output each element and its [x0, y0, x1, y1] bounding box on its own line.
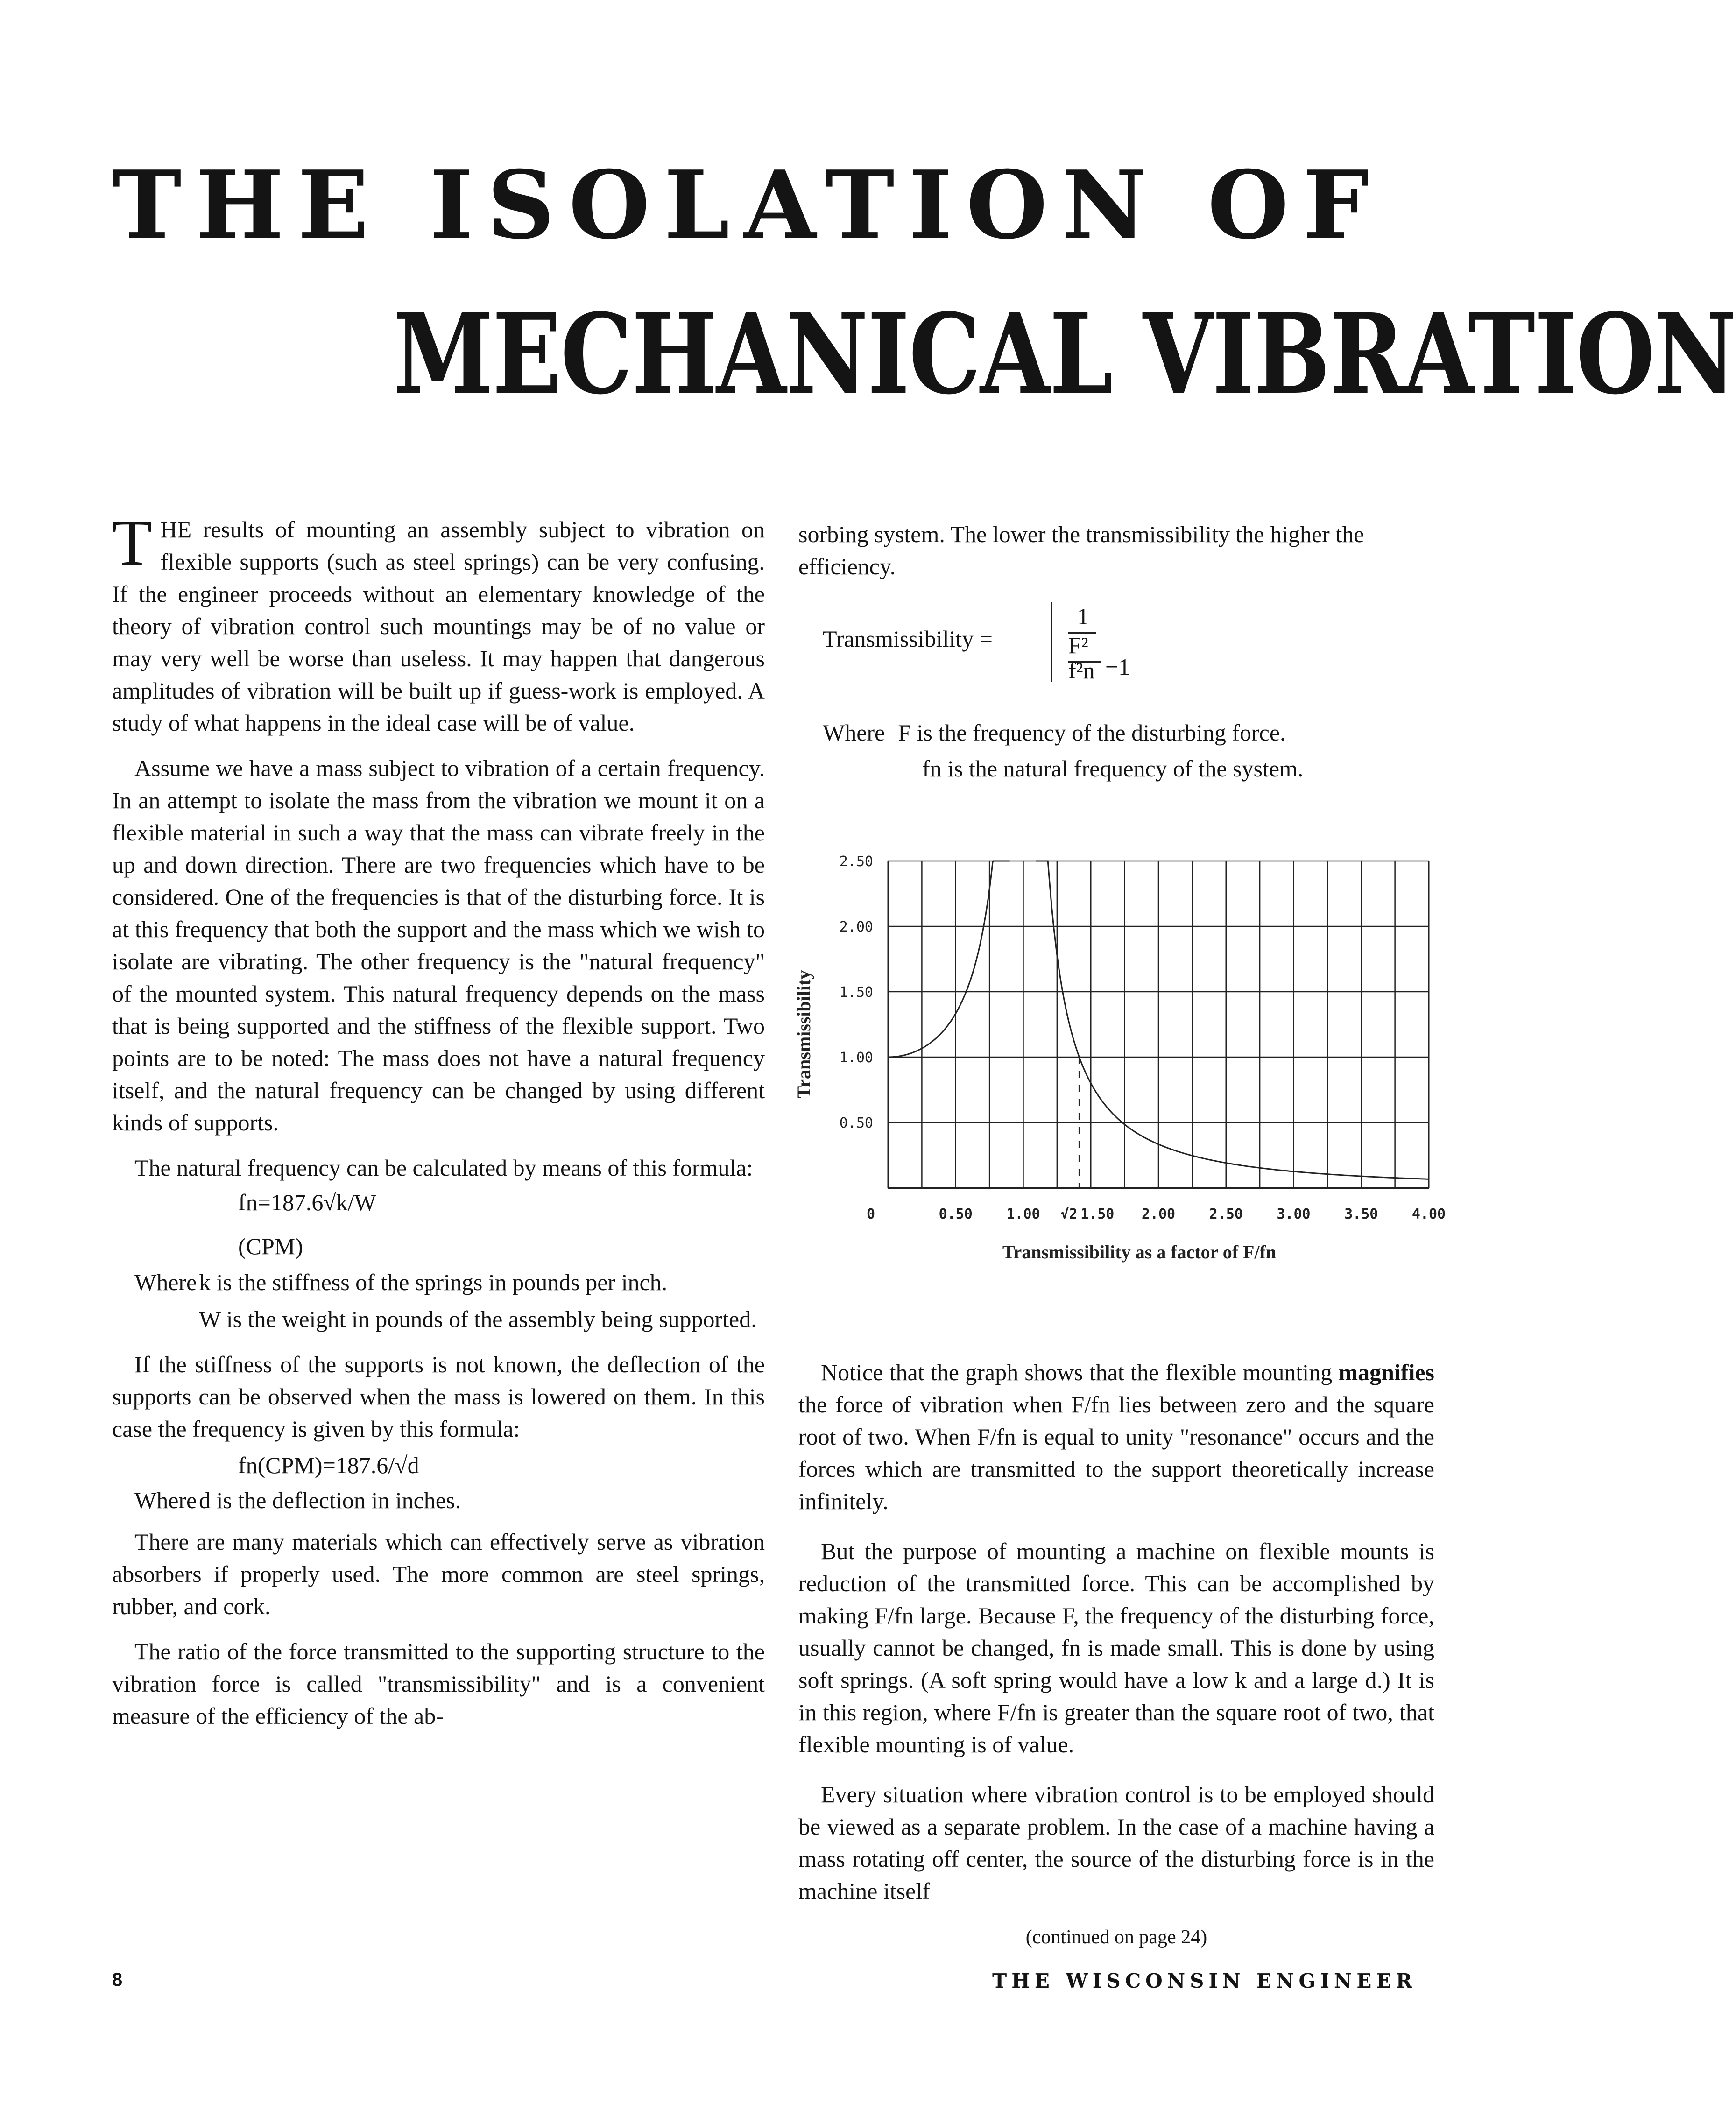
formula-natural-frequency: fn=187.6√k/W — [238, 1189, 376, 1215]
definition-fn: fn is the natural frequency of the system. — [922, 755, 1304, 782]
x-tick-label: √2 — [1060, 1206, 1078, 1222]
y-tick-label: 2.00 — [839, 919, 873, 935]
chart-x-tick-labels — [867, 1206, 1446, 1222]
chart-x-axis-label: Transmissibility as a factor of F/fn — [1002, 1242, 1277, 1263]
x-tick-label: 0 — [866, 1206, 875, 1222]
definition-k: Where k is the stiffness of the springs in pounds per inch. — [134, 1269, 668, 1295]
paragraph-4: If the stiffness of the supports is not known, the deflection of the supports can be observed when the mass is lowered on them. In this case the frequency is given by this formula: — [112, 1351, 765, 1442]
paragraph-5: There are many materials which can effectively serve as vibration absorbers if properly used. The more common are steel springs, rubber, and cork. — [112, 1529, 765, 1619]
chart-grid — [888, 861, 1429, 1188]
series-line-below-resonance — [888, 861, 1010, 1057]
formula-unit: (CPM) — [238, 1233, 303, 1259]
title-line-2: MECHANICAL VIBRATION — [393, 289, 1736, 419]
publication-name: THE WISCONSIN ENGINEER — [992, 1969, 1417, 1992]
drop-cap: T — [112, 507, 152, 579]
chart-y-tick-labels — [840, 854, 873, 1131]
definition-F: Where F is the frequency of the disturbing force. — [823, 720, 1286, 746]
x-tick-label: 4.00 — [1411, 1206, 1446, 1222]
transmissibility-formula — [823, 602, 1243, 696]
paragraph-1: THE results of mounting an assembly subject to vibration on flexible supports (such as steel springs) can be very confusing. If the engineer proceeds without an elementary knowledge of the theory of vibration control such mountings may be of no value or may very well be worse than useless. It may happen that dangerous amplitudes of vibration will be built up if guess-work is employed. A study of what happens in the ideal case will be of value. — [112, 507, 765, 736]
y-tick-label: 2.50 — [839, 854, 873, 870]
fraction-denominator-top: F² — [1068, 632, 1088, 658]
paragraph-3: The natural frequency can be calculated by means of this formula: — [134, 1155, 753, 1181]
right-paragraph-4: Every situation where vibration control is to be employed should be viewed as a separate problem. In the case of a machine having a mass rotating off center, the source of the disturbing force is in the machine itself — [798, 1781, 1434, 1904]
y-tick-label: 0.50 — [839, 1115, 873, 1131]
formula-deflection: fn(CPM)=187.6/√d — [238, 1452, 419, 1478]
series-line-above-resonance — [1036, 861, 1429, 1179]
fraction-numerator: 1 — [1077, 603, 1089, 629]
fraction-denominator-bottom: f²n — [1068, 657, 1095, 684]
x-tick-label: 3.00 — [1277, 1206, 1311, 1222]
abs-bar-left — [1051, 602, 1052, 682]
x-tick-label: 2.00 — [1141, 1206, 1176, 1222]
left-column — [112, 507, 765, 1745]
transmissibility-chart — [789, 845, 1446, 1265]
fraction-minus-one: −1 — [1105, 654, 1130, 680]
right-paragraph-3: But the purpose of mounting a machine on flexible mounts is reduction of the transmitted force. This can be accomplished by making F/fn large. Because F, the frequency of the disturbing force, usually cannot be changed, fn is made small. This is done by using soft springs. (A soft spring would have a low k and a large d.) It is in this region, where F/fn is greater than the square root of two, that flexible mounting is of value. — [798, 1538, 1434, 1757]
paragraph-2: Assume we have a mass subject to vibration of a certain frequency. In an attempt to isolate the mass from the vibration we mount it on a flexible material in such a way that the mass can vibrate freely in the up and down direction. There are two frequencies which have to be considered. One of the frequencies is that of the disturbing force. It is at this frequency that both the support and the mass which we wish to isolate are vibrating. The other frequency is the "natural frequency" of the mounted system. This natural frequency depends on the mass that is being supported and the stiffness of the flexible support. Two points are to be noted: The mass does not have a natural frequency itself, and the natural frequency can be changed by using different kinds of supports. — [112, 755, 765, 1136]
x-tick-label: 1.00 — [1006, 1206, 1040, 1222]
x-tick-label: 0.50 — [939, 1206, 973, 1222]
continued-note: (continued on page 24) — [1025, 1927, 1207, 1948]
right-lower-text — [798, 1356, 1434, 1954]
definition-w: W is the weight in pounds of the assembly being supported. — [199, 1306, 757, 1332]
paragraph-6: The ratio of the force transmitted to the supporting structure to the vibration force is called "transmissibility" and is a convenient measure of the efficiency of the ab- — [112, 1638, 765, 1729]
x-tick-label: 3.50 — [1344, 1206, 1378, 1222]
y-tick-label: 1.50 — [839, 984, 873, 1001]
page-number: 8 — [112, 1969, 123, 1990]
formula-label: Transmissibility = — [823, 626, 993, 652]
right-paragraph-2: Notice that the graph shows that the flexible mounting magnifies the force of vibration when F/fn lies between zero and the square root of two. When F/fn is equal to unity "resonance" occurs and the forces which are transmitted to the support theoretically increase infinitely. — [798, 1359, 1434, 1514]
y-tick-label: 1.00 — [839, 1050, 873, 1066]
chart-y-axis-label: Transmissibility — [793, 970, 814, 1099]
x-tick-label: 2.50 — [1209, 1206, 1243, 1222]
title-line-1: THE ISOLATION OF — [112, 150, 1383, 260]
definition-d: Where d is the deflection in inches. — [134, 1487, 461, 1513]
right-paragraph-1: sorbing system. The lower the transmissibility the higher the efficiency. — [798, 521, 1364, 579]
x-tick-label: 1.50 — [1080, 1206, 1115, 1222]
